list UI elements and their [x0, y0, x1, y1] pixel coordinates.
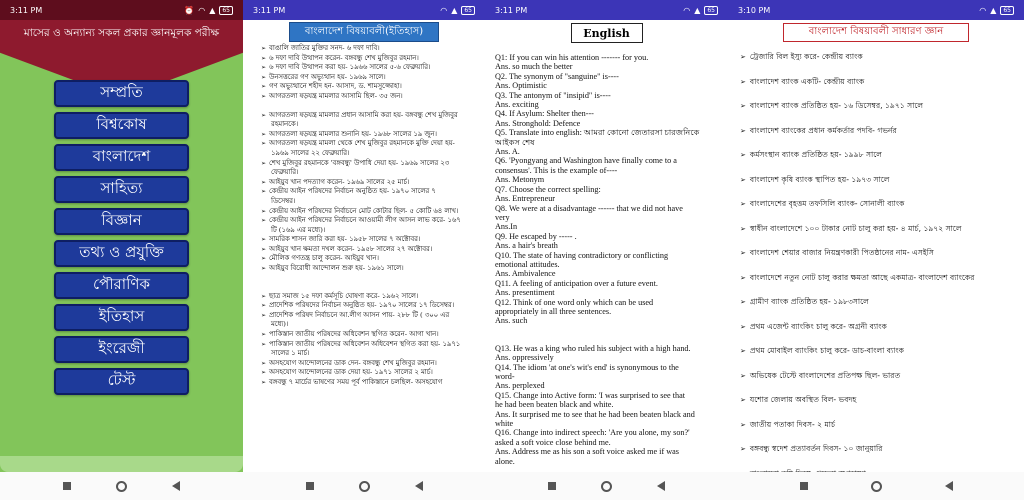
alarm-icon: ⏰: [184, 5, 195, 15]
qa-line: Ans. Ambivalence: [495, 269, 556, 279]
back-icon[interactable]: [657, 481, 665, 491]
list-item: [261, 368, 475, 378]
qa-line: Ans. oppressively: [495, 353, 554, 363]
list-item: [261, 130, 475, 140]
arrow-bullet-icon: ➢: [740, 396, 746, 404]
qa-line: asked a soft voice close behind me.: [495, 437, 611, 447]
fact-list: [243, 42, 485, 388]
qa-line: Q6. 'Pyongyang and Washington have finally come to a: [495, 156, 677, 166]
fact-list: [728, 42, 1024, 479]
qa-line: Q15. Change into Active form: 'I was surprised to see that: [495, 390, 685, 400]
page-title: বাংলাদেশ বিষয়াবলী(ইতিহাস): [289, 22, 439, 42]
qa-line: Q9. He escaped by ----- .: [495, 231, 577, 241]
android-nav-bar: [0, 472, 243, 500]
menu-test-button[interactable]: টেস্ট: [54, 368, 189, 395]
list-item: [261, 63, 475, 73]
list-item: [261, 44, 475, 54]
arrow-bullet-icon: [261, 226, 268, 236]
qa-line: Q10. The state of having contradictory or conflicting: [495, 250, 669, 260]
arrow-bullet-icon: ➢: [740, 126, 746, 135]
list-item-text: প্রাদেশিক পরিষদ নির্বাচনে আ.লীগ আসন পায়- ২৮৮ টি ( ৩০০ এর: [269, 310, 450, 319]
list-item-text: স্বাধীন বাংলাদেশে ১০০ টাকার নোট চালু করা হয়- ৪ মার্চ, ১৯৭২ সালে: [749, 223, 962, 233]
arrow-bullet-icon: ➢: [261, 83, 267, 91]
list-item: [740, 224, 1012, 234]
list-item: [261, 149, 475, 159]
qa-line: alone.: [495, 456, 515, 466]
list-item-text: বাংলাদেশের বৃহত্তম তফসিলি ব্যাংক- সোনালী ব্যাংক: [749, 199, 905, 208]
home-icon[interactable]: [116, 481, 127, 492]
arrow-bullet-icon: [261, 349, 268, 359]
qa-line: he had been beaten black and white.: [495, 400, 614, 410]
list-item-text: বাঙালি জাতির মুক্তির সনদ- ৬ দফা দাবি।: [269, 44, 380, 52]
list-item: [261, 311, 475, 321]
arrow-bullet-icon: ➢: [261, 331, 267, 339]
menu-recent-button[interactable]: সম্প্রতি: [54, 80, 189, 107]
qa-line: Q2. The synonym of "sanguine" is----: [495, 71, 619, 81]
qa-line: Ans. a hair's breath: [495, 241, 558, 251]
list-item-text: বঙ্গবন্ধু স্বদেশ প্রত্যাবর্তন দিবস- ১০ জানুয়ারি: [749, 444, 883, 453]
list-item: [261, 159, 475, 169]
list-item: [261, 378, 475, 388]
list-item: [261, 197, 475, 207]
home-icon[interactable]: [359, 481, 370, 492]
menu-ict-button[interactable]: তথ্য ও প্রযুক্তি: [54, 240, 189, 267]
arrow-bullet-icon: ➢: [261, 359, 267, 367]
qa-line: Q7. Choose the correct spelling:: [495, 184, 601, 194]
list-item-text: যশোর জেলায় অবস্থিত বিল- ভবদহ: [749, 395, 857, 404]
recents-icon[interactable]: [548, 482, 556, 490]
list-item-text: অসহযোগ আন্দোলনের ডাক দেয়া হয়- ১৯৭১ সালের ২ মার্চ।: [269, 368, 433, 377]
list-item-text: ফেব্রুয়ারি।: [271, 168, 299, 177]
list-item: [740, 371, 1012, 381]
android-nav-bar: [243, 472, 485, 500]
qa-line: Ans. Stronghold: Defence: [495, 118, 581, 128]
arrow-bullet-icon: [261, 168, 268, 178]
list-item-text: ১৯৬৯ সালের ২২ ফেব্রুয়ারি।: [271, 148, 350, 157]
arrow-bullet-icon: ➢: [261, 379, 267, 386]
list-item: [261, 330, 475, 340]
list-item: [740, 126, 1012, 136]
arrow-bullet-icon: ➢: [740, 273, 746, 282]
list-item-text: আগরতলা ষড়যন্ত্র মামলার শুনানি হয়- ১৯৬৮ সালের ১৯ জুন।: [269, 129, 437, 138]
status-bar: [728, 0, 1024, 20]
status-bar: [0, 0, 243, 20]
arrow-bullet-icon: ➢: [740, 151, 746, 159]
arrow-bullet-icon: ➢: [261, 217, 267, 225]
arrow-bullet-icon: ➢: [740, 347, 746, 355]
list-item-text: মধ্যে)।: [271, 320, 289, 329]
signal-icon: ▲: [209, 5, 216, 15]
spacer: [495, 335, 720, 344]
list-item-text: রহমানকে।: [271, 120, 299, 129]
qa-line: Ans. such: [495, 316, 528, 326]
screen-english: [485, 0, 728, 500]
category-menu: [54, 80, 189, 395]
qa-line: Ans.In: [495, 222, 518, 232]
recents-icon[interactable]: [306, 482, 314, 490]
list-item-text: অভিষেক টেস্টে বাংলাদেশের প্রতিপক্ষ ছিল- ভারত: [749, 370, 901, 380]
arrow-bullet-icon: ➢: [740, 445, 746, 453]
status-time: 3:11 PM: [10, 5, 43, 15]
arrow-bullet-icon: ➢: [261, 311, 267, 319]
list-item-text: পাকিস্তান জাতীয় পরিষদের অধিবেশন অধিবেশন স্থগিত করা হয়- ১৯৭১: [269, 339, 461, 348]
wifi-icon: ◠: [198, 5, 206, 15]
list-item: [261, 235, 475, 245]
list-item: [261, 245, 475, 255]
list-item-text: ৬ দফা দাবি উত্থাপন করা হয়- ১৯৬৬ সালের ৫-৬ ফেব্রুয়ারি।: [269, 63, 431, 72]
arrow-bullet-icon: [261, 197, 268, 207]
list-item-text: কেন্দ্রীয় আইন পরিষদের নির্বাচন অনুষ্ঠিত হয়- ১৯৭০ সালের ৭: [269, 187, 436, 196]
status-time: 3:11 PM: [253, 5, 286, 15]
arrow-bullet-icon: ➢: [261, 92, 267, 100]
list-item: [740, 175, 1012, 185]
qa-line: consensus'. This is the example of----: [495, 165, 618, 175]
arrow-bullet-icon: ➢: [740, 102, 746, 110]
qa-line: Ans. Address me as his son a soft voice asked me if was: [495, 447, 679, 457]
list-item: [740, 322, 1012, 332]
arrow-bullet-icon: ➢: [740, 175, 746, 184]
arrow-bullet-icon: ➢: [261, 188, 267, 196]
list-item: [261, 187, 475, 197]
list-item: [740, 101, 1012, 111]
qa-line: Q3. The antonym of "insipid" is----: [495, 90, 611, 100]
arrow-bullet-icon: ➢: [261, 340, 267, 348]
list-item: [740, 346, 1012, 356]
qa-line: white: [495, 419, 514, 429]
arrow-bullet-icon: ➢: [261, 45, 267, 52]
list-item-text: উনসত্তরের গণ অভ্যুত্থান হয়- ১৯৬৯ সালে।: [269, 72, 386, 81]
list-item-text: ডিসেম্বর।: [271, 196, 296, 205]
list-item: [261, 349, 475, 359]
arrow-bullet-icon: ➢: [261, 292, 267, 300]
status-bar: [485, 0, 728, 20]
menu-english-button[interactable]: ইংরেজী: [54, 336, 189, 363]
list-item-text: প্রথম মোবাইল ব্যাংকিং চালু করে- ডাচ-বাংলা ব্যাংক: [749, 346, 904, 355]
battery-icon: 65: [704, 6, 718, 15]
status-time: 3:11 PM: [495, 5, 528, 15]
arrow-bullet-icon: ➢: [740, 298, 746, 306]
qa-line: Ans. Optimistic: [495, 81, 547, 91]
list-item: [261, 292, 475, 302]
menu-science-button[interactable]: বিজ্ঞান: [54, 208, 189, 235]
arrow-bullet-icon: ➢: [740, 249, 746, 257]
list-item-text: আগরতলা ষড়যন্ত্র মামলা থেকে শেখ মুজিবুর রহমানকে মুক্তি দেয়া হয়-: [269, 139, 455, 148]
arrow-bullet-icon: ➢: [261, 159, 267, 167]
arrow-bullet-icon: ➢: [261, 255, 267, 263]
arrow-bullet-icon: ➢: [261, 140, 267, 148]
battery-icon: 65: [461, 6, 475, 15]
list-item: [740, 297, 1012, 307]
home-content: [0, 20, 243, 472]
list-item-text: গণ অভ্যুত্থানে শহীদ হন- আসাদ, ড. শামসুজ্জোহা।: [269, 82, 402, 91]
wifi-icon: ◠: [683, 5, 691, 15]
qa-line: Q5. Translate into english: আমরা কোনো জেতারসা চারজনিকে আইকস শেষ: [495, 128, 700, 147]
menu-literature-button[interactable]: সাহিত্য: [54, 176, 189, 203]
menu-encyclopedia-button[interactable]: বিশ্বকোষ: [54, 112, 189, 139]
qa-line: Ans. A.: [495, 147, 520, 157]
list-item: [740, 395, 1012, 405]
arrow-bullet-icon: ➢: [740, 200, 746, 208]
list-item-text: ৬ দফা দাবি উত্থাপন করেন- বঙ্গবন্ধু শেখ মুজিবুর রহমান।: [269, 53, 419, 62]
wifi-icon: ◠: [979, 5, 987, 15]
spacer: [261, 102, 475, 111]
arrow-bullet-icon: [261, 320, 268, 330]
back-icon[interactable]: [172, 481, 180, 491]
arrow-bullet-icon: ➢: [740, 53, 746, 61]
list-item-text: বাংলাদেশে নতুন নোট চালু করার ক্ষমতা আছে একমাত্র- বাংলাদেশ ব্যাংকের: [749, 272, 975, 282]
list-item: [261, 320, 475, 330]
list-item-text: ছাত্র সমাজ ১৫ দফা কর্মসূচি ঘোষণা করে- ১৯৬২ সালে।: [269, 291, 419, 300]
qa-line: Q14. The idiom 'at one's wit's end' is synonymous to the: [495, 362, 679, 372]
recents-icon[interactable]: [800, 482, 808, 490]
list-item: [261, 111, 475, 121]
qa-line: word-: [495, 372, 515, 381]
list-item: [740, 199, 1012, 209]
list-item-text: কেন্দ্রীয় আইন পরিষদের নির্বাচনে মোট কোটার ছিল- ৫ কোটি ৬৪ লাখ।: [269, 206, 459, 215]
page-title: বাংলাদেশ বিষয়াবলী সাধারণ জ্ঞান: [783, 23, 969, 42]
signal-icon: ▲: [694, 5, 701, 15]
list-item: [261, 216, 475, 226]
question-list: [485, 43, 728, 466]
qa-line: Ans. It surprised me to see that he had been beaten black and: [495, 409, 695, 419]
qa-line: Q4. If Asylum: Shelter then---: [495, 109, 594, 119]
list-item-text: অসহযোগ আন্দোলনের ডাক দেন- বঙ্গবন্ধু শেখ মুজিবুর রহমান।: [269, 358, 437, 367]
list-item-text: সামরিক শাসন জারি করা হয়- ১৯৫৮ সালের ৭ অক্টোবর।: [269, 235, 421, 244]
arrow-bullet-icon: ➢: [261, 236, 267, 244]
qa-line: Ans. exciting: [495, 100, 539, 110]
list-item-text: বাংলাদেশ শেয়ার বাজার নিয়ন্ত্রণকারী পিতষ্ঠানের নাম- এসইসি: [749, 248, 934, 257]
back-icon[interactable]: [415, 481, 423, 491]
arrow-bullet-icon: ➢: [261, 265, 267, 273]
list-item: [261, 254, 475, 264]
arrow-bullet-icon: ➢: [740, 77, 746, 86]
qa-line: Q1: If you can win his attention ------- for you.: [495, 53, 649, 62]
arrow-bullet-icon: ➢: [740, 371, 746, 380]
list-item-text: প্রথম এজেন্ট ব্যাংকিং চালু করে- অগ্রনী ব্যাংক: [749, 321, 887, 331]
arrow-bullet-icon: ➢: [740, 224, 746, 233]
qa-line: Q11. A feeling of anticipation over a future event.: [495, 278, 658, 288]
battery-icon: 65: [1000, 6, 1014, 15]
arrow-bullet-icon: ➢: [740, 420, 746, 429]
list-item: [261, 359, 475, 369]
signal-icon: ▲: [451, 5, 458, 15]
back-icon[interactable]: [945, 481, 953, 491]
qa-line: emotional attitudes.: [495, 259, 560, 269]
list-item-text: মৌলিক গণতন্ত্র চালু করেন- আইয়ুব খান।: [269, 254, 379, 263]
list-item: [740, 444, 1012, 454]
list-item-text: জাতীয় পতাকা দিবস- ২ মার্চ: [749, 419, 836, 429]
list-item: [740, 77, 1012, 87]
list-item-text: বাংলাদেশ ব্যাংক একটি- কেন্দ্রীয় ব্যাংক: [749, 76, 865, 86]
android-nav-bar: [728, 472, 1024, 500]
spacer: [495, 326, 720, 335]
arrow-bullet-icon: ➢: [261, 73, 267, 81]
arrow-bullet-icon: ➢: [261, 111, 267, 119]
list-item-text: গ্রামীণ ব্যাংক প্রতিষ্ঠিত হয়- ১৯৮৩সালে: [749, 297, 869, 306]
list-item: [261, 54, 475, 64]
qa-line: appropriately in all three sentences.: [495, 306, 612, 316]
list-item-text: বাংলাদেশ ব্যাংকের প্রধান কর্মকর্তার পদবি- গভর্নর: [749, 125, 897, 135]
screen-general-knowledge: [728, 0, 1024, 500]
arrow-bullet-icon: ➢: [740, 322, 746, 331]
list-item-text: প্রাদেশিক পরিষদের নির্বাচন অনুষ্ঠিত হয়- ১৯৭০ সালের ১৭ ডিসেম্বর।: [269, 301, 455, 310]
list-item-text: কর্মসংস্থান ব্যাংক প্রতিষ্ঠিত হয়- ১৯৯৮ সালে: [749, 150, 882, 159]
list-item-text: আইয়ুব খান ক্ষমতা দখল করেন- ১৯৫৮ সালের ২৭ অক্টোবর।: [269, 244, 433, 253]
qa-line: Q12. Think of one word only which can be used: [495, 297, 654, 307]
list-item: [740, 150, 1012, 160]
list-item-text: আইয়ুব খান পদত্যাগ করেন- ১৯৬৯ সালের ২৫ মার্চ।: [269, 177, 410, 186]
arrow-bullet-icon: ➢: [261, 207, 267, 215]
qa-line: Q13. He was a king who ruled his subject with a high hand.: [495, 343, 691, 353]
list-item: [261, 264, 475, 274]
status-time: 3:10 PM: [738, 5, 771, 15]
arrow-bullet-icon: ➢: [261, 178, 267, 186]
list-item-text: আগরতলা ষড়যন্ত্র মামলার আসামি ছিল- ৩৫ জন।: [269, 91, 403, 100]
signal-icon: ▲: [990, 5, 997, 15]
list-item-text: আগরতলা ষড়যন্ত্র মামলার প্রধান আসামি করা হয়- বঙ্গবন্ধু শেখ মুজিবুর: [269, 110, 458, 119]
arrow-bullet-icon: ➢: [261, 64, 267, 72]
list-item: [261, 120, 475, 130]
arrow-bullet-icon: [261, 120, 268, 130]
arrow-bullet-icon: ➢: [261, 130, 267, 138]
qa-line: Q8. We were at a disadvantage ------ that we did not have: [495, 203, 683, 213]
history-document[interactable]: [243, 20, 485, 472]
list-item: [740, 273, 1012, 283]
arrow-bullet-icon: [261, 149, 268, 159]
english-document[interactable]: [485, 20, 728, 472]
list-item-text: সালের ১ মার্চ।: [271, 349, 310, 358]
spacer: [261, 283, 475, 292]
wifi-icon: ◠: [440, 5, 448, 15]
home-icon[interactable]: [601, 481, 612, 492]
list-item: [261, 178, 475, 188]
list-item-text: বঙ্গবন্ধু ৭ মার্চের ভাষণের সময় পূর্ব পাকিস্তানে চলছিল- অসহযোগ: [269, 378, 443, 386]
list-item: [261, 92, 475, 102]
list-item: [261, 168, 475, 178]
spacer: [261, 274, 475, 283]
page-title: English: [571, 23, 643, 43]
android-nav-bar: [485, 472, 728, 500]
list-item: [261, 73, 475, 83]
list-item-text: টি (১৬৯ এর মধ্যে)।: [271, 225, 326, 234]
list-item: [740, 52, 1012, 62]
menu-history-button[interactable]: ইতিহাস: [54, 304, 189, 331]
qa-line: very: [495, 212, 510, 222]
battery-icon: 65: [219, 6, 233, 15]
arrow-bullet-icon: ➢: [261, 302, 267, 310]
qa-line: Ans. presentiment: [495, 288, 555, 298]
qa-line: Ans. so much the better: [495, 62, 573, 72]
arrow-bullet-icon: ➢: [261, 54, 267, 62]
qa-line: Q16. Change into indirect speech: 'Are you alone, my son?': [495, 428, 690, 438]
qa-line: Ans. perplexed: [495, 381, 545, 391]
list-item-text: কেন্দ্রীয় আইন পরিষদের নির্বাচনে আওয়ামী লীগ আসন লাভ করে- ১৬৭: [269, 216, 461, 225]
list-item-text: ট্রেজারি বিল ইস্যু করে- কেন্দ্রীয় ব্যাংক: [749, 52, 863, 61]
list-item: [261, 139, 475, 149]
list-item-text: শেখ মুজিবুর রহমানকে 'বঙ্গবন্ধু' উপাধি দেয়া হয়- ১৯৬৯ সালের ২৩: [269, 158, 450, 167]
app-title: মাসের ও অন্যান্য সকল প্রকার জ্ঞানমূলক পরীক্ষ: [23, 27, 220, 39]
menu-mythology-button[interactable]: পৌরাণিক: [54, 272, 189, 299]
qa-line: Ans. Metonym: [495, 175, 545, 185]
footer-strip: [0, 456, 243, 472]
list-item: [261, 226, 475, 236]
screen-home: [0, 0, 243, 500]
gk-document[interactable]: [728, 20, 1024, 472]
screen-history: [243, 0, 485, 500]
recents-icon[interactable]: [63, 482, 71, 490]
list-item: [261, 301, 475, 311]
home-icon[interactable]: [871, 481, 882, 492]
arrow-bullet-icon: ➢: [261, 245, 267, 253]
arrow-bullet-icon: ➢: [261, 369, 267, 377]
list-item: [261, 340, 475, 350]
list-item: [261, 82, 475, 92]
list-item-text: বাংলাদেশ কৃষি ব্যাংক স্থাপিত হয়- ১৯৭৩ সালে: [749, 174, 890, 184]
list-item: [740, 420, 1012, 430]
list-item-text: পাকিস্তান জাতীয় পরিষদের অধিবেশন স্থগিত করেন- আগা খান।: [269, 330, 439, 339]
menu-bangladesh-button[interactable]: বাংলাদেশ: [54, 144, 189, 171]
qa-line: Ans. Entrepreneur: [495, 194, 556, 204]
list-item-text: আইয়ুব বিরোধী আন্দোলন শুরু হয়- ১৯৬১ সালে।: [269, 264, 404, 273]
list-item-text: বাংলাদেশ ব্যাংক প্রতিষ্ঠিত হয়- ১৬ ডিসেম্বর, ১৯৭১ সালে: [749, 101, 924, 110]
list-item: [261, 207, 475, 217]
list-item: [740, 248, 1012, 258]
status-bar: [243, 0, 485, 20]
